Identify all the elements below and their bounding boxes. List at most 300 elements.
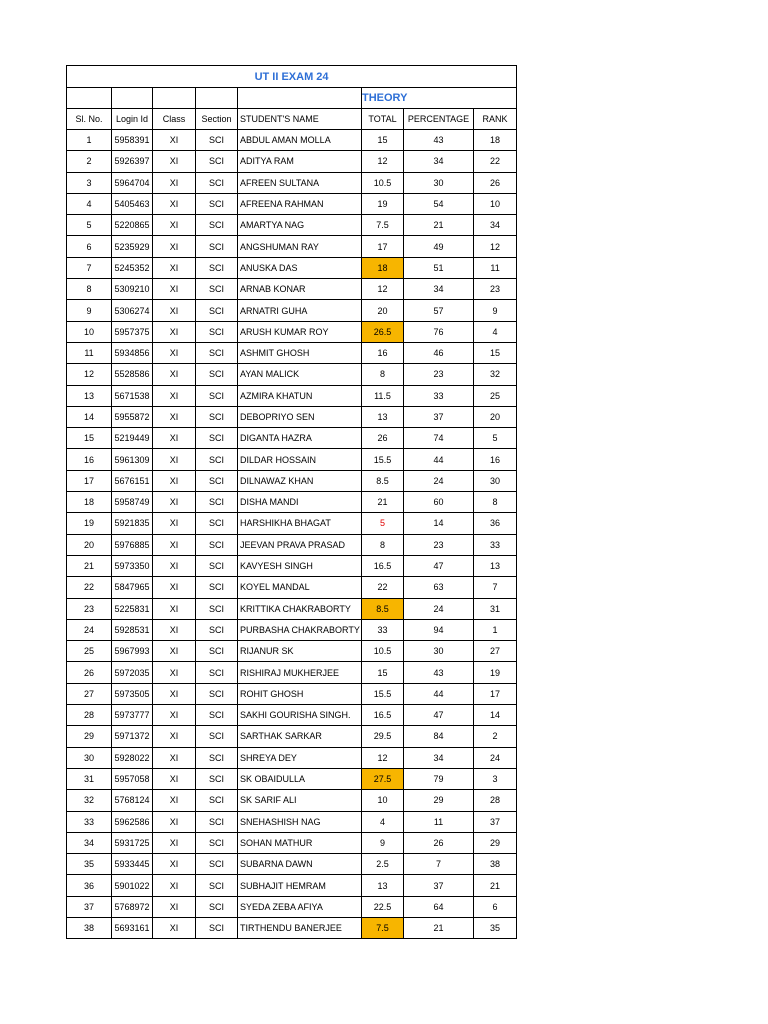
table-row [67,598,517,619]
cell-login-id: 5955872 [112,406,153,427]
cell-section: SCI [196,342,238,363]
cell-sl-no: 5 [67,215,112,236]
cell-student-name: PURBASHA CHAKRABORTY [238,619,362,640]
table-row [67,449,517,470]
cell-login-id: 5958391 [112,130,153,151]
cell-rank: 32 [474,364,517,385]
cell-sl-no: 32 [67,790,112,811]
table-row [67,193,517,214]
cell-percentage: 94 [404,619,474,640]
cell-percentage: 64 [404,896,474,917]
cell-percentage: 34 [404,279,474,300]
table-row [67,257,517,278]
cell-student-name: SAKHI GOURISHA SINGH. [238,705,362,726]
cell-rank: 7 [474,577,517,598]
cell-login-id: 5405463 [112,193,153,214]
cell-login-id: 5306274 [112,300,153,321]
cell-rank: 18 [474,130,517,151]
cell-section: SCI [196,726,238,747]
cell-rank: 29 [474,832,517,853]
cell-class: XI [153,896,196,917]
cell-total: 11.5 [362,385,404,406]
cell-total: 8 [362,364,404,385]
cell-sl-no: 20 [67,534,112,555]
cell-rank: 12 [474,236,517,257]
cell-class: XI [153,683,196,704]
cell-total: 8.5 [362,470,404,491]
cell-section: SCI [196,428,238,449]
table-row [67,130,517,151]
cell-sl-no: 17 [67,470,112,491]
blank-cell [196,88,238,109]
cell-sl-no: 22 [67,577,112,598]
cell-sl-no: 30 [67,747,112,768]
cell-class: XI [153,236,196,257]
cell-section: SCI [196,896,238,917]
cell-percentage: 43 [404,130,474,151]
table-row [67,555,517,576]
cell-percentage: 30 [404,172,474,193]
cell-total: 10.5 [362,641,404,662]
table-row [67,641,517,662]
sheet-title [67,66,517,88]
cell-total: 26 [362,428,404,449]
cell-student-name: RIJANUR SK [238,641,362,662]
cell-percentage: 21 [404,215,474,236]
result-sheet-table [66,65,517,939]
cell-sl-no: 31 [67,768,112,789]
cell-rank: 13 [474,555,517,576]
cell-total: 9 [362,832,404,853]
cell-student-name: KRITTIKA CHAKRABORTY [238,598,362,619]
cell-total: 12 [362,151,404,172]
table-row [67,215,517,236]
cell-student-name: ARNATRI GUHA [238,300,362,321]
table-row [67,385,517,406]
cell-class: XI [153,215,196,236]
exam-title: UT II EXAM 24 [254,70,329,83]
cell-total: 15 [362,130,404,151]
cell-rank: 1 [474,619,517,640]
cell-total: 27.5 [362,768,404,789]
cell-rank: 36 [474,513,517,534]
cell-class: XI [153,619,196,640]
cell-sl-no: 25 [67,641,112,662]
cell-rank: 15 [474,342,517,363]
cell-section: SCI [196,215,238,236]
cell-login-id: 5971372 [112,726,153,747]
cell-percentage: 24 [404,470,474,491]
cell-percentage: 44 [404,449,474,470]
cell-login-id: 5958749 [112,492,153,513]
header-sl-no: Sl. No. [67,109,112,130]
cell-login-id: 5901022 [112,875,153,896]
cell-sl-no: 27 [67,683,112,704]
cell-student-name: SUBARNA DAWN [238,854,362,875]
cell-section: SCI [196,279,238,300]
cell-percentage: 24 [404,598,474,619]
cell-section: SCI [196,364,238,385]
table-row [67,662,517,683]
cell-student-name: SHREYA DEY [238,747,362,768]
cell-sl-no: 3 [67,172,112,193]
cell-student-name: AFREEN SULTANA [238,172,362,193]
cell-sl-no: 35 [67,854,112,875]
cell-sl-no: 9 [67,300,112,321]
cell-percentage: 7 [404,854,474,875]
cell-class: XI [153,832,196,853]
cell-rank: 38 [474,854,517,875]
table-row [67,917,517,938]
cell-rank: 25 [474,385,517,406]
cell-class: XI [153,257,196,278]
cell-percentage: 14 [404,513,474,534]
cell-rank: 4 [474,321,517,342]
blank-cell [238,88,362,109]
table-row [67,832,517,853]
cell-login-id: 5768972 [112,896,153,917]
cell-student-name: ABDUL AMAN MOLLA [238,130,362,151]
cell-percentage: 44 [404,683,474,704]
cell-section: SCI [196,598,238,619]
cell-section: SCI [196,257,238,278]
cell-login-id: 5972035 [112,662,153,683]
cell-student-name: DEBOPRIYO SEN [238,406,362,427]
cell-sl-no: 37 [67,896,112,917]
cell-class: XI [153,811,196,832]
cell-rank: 33 [474,534,517,555]
cell-student-name: SK SARIF ALI [238,790,362,811]
cell-student-name: ADITYA RAM [238,151,362,172]
title-row [67,66,517,88]
table-row [67,768,517,789]
cell-class: XI [153,300,196,321]
cell-total: 22 [362,577,404,598]
cell-total: 16.5 [362,555,404,576]
table-row [67,577,517,598]
cell-class: XI [153,321,196,342]
cell-class: XI [153,513,196,534]
cell-login-id: 5957058 [112,768,153,789]
cell-sl-no: 6 [67,236,112,257]
cell-rank: 23 [474,279,517,300]
cell-total: 12 [362,747,404,768]
cell-section: SCI [196,790,238,811]
cell-class: XI [153,342,196,363]
cell-student-name: AYAN MALICK [238,364,362,385]
cell-rank: 31 [474,598,517,619]
cell-sl-no: 26 [67,662,112,683]
cell-rank: 30 [474,470,517,491]
cell-total: 26.5 [362,321,404,342]
cell-total: 17 [362,236,404,257]
cell-section: SCI [196,619,238,640]
cell-total: 7.5 [362,215,404,236]
cell-percentage: 47 [404,705,474,726]
cell-student-name: AFREENA RAHMAN [238,193,362,214]
cell-rank: 19 [474,662,517,683]
cell-student-name: HARSHIKHA BHAGAT [238,513,362,534]
cell-rank: 37 [474,811,517,832]
cell-login-id: 5973777 [112,705,153,726]
cell-total: 22.5 [362,896,404,917]
cell-sl-no: 38 [67,917,112,938]
cell-section: SCI [196,130,238,151]
cell-percentage: 23 [404,364,474,385]
table-row [67,279,517,300]
cell-percentage: 34 [404,151,474,172]
cell-class: XI [153,279,196,300]
cell-sl-no: 16 [67,449,112,470]
cell-class: XI [153,875,196,896]
cell-student-name: AZMIRA KHATUN [238,385,362,406]
cell-class: XI [153,768,196,789]
header-login-id: Login Id [112,109,153,130]
cell-sl-no: 12 [67,364,112,385]
cell-percentage: 49 [404,236,474,257]
theory-label: THEORY [362,88,517,109]
cell-student-name: ROHIT GHOSH [238,683,362,704]
cell-rank: 2 [474,726,517,747]
cell-student-name: SOHAN MATHUR [238,832,362,853]
table-row [67,428,517,449]
cell-rank: 10 [474,193,517,214]
cell-login-id: 5220865 [112,215,153,236]
cell-rank: 17 [474,683,517,704]
cell-section: SCI [196,854,238,875]
cell-percentage: 21 [404,917,474,938]
cell-login-id: 5933445 [112,854,153,875]
cell-total: 29.5 [362,726,404,747]
cell-login-id: 5934856 [112,342,153,363]
cell-login-id: 5676151 [112,470,153,491]
cell-section: SCI [196,683,238,704]
cell-sl-no: 8 [67,279,112,300]
table-row [67,492,517,513]
cell-percentage: 84 [404,726,474,747]
blank-cell [112,88,153,109]
cell-class: XI [153,385,196,406]
header-row [67,109,517,130]
table-row [67,406,517,427]
cell-percentage: 33 [404,385,474,406]
cell-total: 20 [362,300,404,321]
cell-login-id: 5768124 [112,790,153,811]
cell-section: SCI [196,662,238,683]
table-row [67,854,517,875]
cell-section: SCI [196,236,238,257]
cell-section: SCI [196,577,238,598]
cell-percentage: 76 [404,321,474,342]
cell-class: XI [153,854,196,875]
cell-rank: 27 [474,641,517,662]
cell-sl-no: 2 [67,151,112,172]
table-row [67,513,517,534]
cell-section: SCI [196,747,238,768]
table-row [67,342,517,363]
cell-section: SCI [196,385,238,406]
cell-section: SCI [196,641,238,662]
cell-sl-no: 28 [67,705,112,726]
table-row [67,300,517,321]
cell-total: 16 [362,342,404,363]
cell-sl-no: 18 [67,492,112,513]
cell-percentage: 46 [404,342,474,363]
cell-percentage: 57 [404,300,474,321]
cell-student-name: KOYEL MANDAL [238,577,362,598]
cell-rank: 6 [474,896,517,917]
cell-percentage: 30 [404,641,474,662]
header-percentage: PERCENTAGE [404,109,474,130]
cell-section: SCI [196,470,238,491]
table-row [67,619,517,640]
cell-percentage: 37 [404,406,474,427]
cell-rank: 8 [474,492,517,513]
blank-cell [153,88,196,109]
cell-login-id: 5964704 [112,172,153,193]
cell-section: SCI [196,513,238,534]
table-row [67,811,517,832]
cell-login-id: 5957375 [112,321,153,342]
cell-rank: 9 [474,300,517,321]
cell-class: XI [153,662,196,683]
cell-percentage: 23 [404,534,474,555]
cell-section: SCI [196,406,238,427]
cell-student-name: DIGANTA HAZRA [238,428,362,449]
cell-class: XI [153,790,196,811]
cell-section: SCI [196,172,238,193]
cell-class: XI [153,534,196,555]
cell-sl-no: 13 [67,385,112,406]
cell-class: XI [153,151,196,172]
cell-class: XI [153,470,196,491]
cell-section: SCI [196,193,238,214]
cell-class: XI [153,555,196,576]
cell-class: XI [153,449,196,470]
cell-class: XI [153,172,196,193]
cell-login-id: 5973350 [112,555,153,576]
cell-student-name: ANGSHUMAN RAY [238,236,362,257]
cell-sl-no: 24 [67,619,112,640]
cell-sl-no: 19 [67,513,112,534]
cell-student-name: ANUSKA DAS [238,257,362,278]
cell-sl-no: 33 [67,811,112,832]
cell-rank: 34 [474,215,517,236]
cell-percentage: 29 [404,790,474,811]
cell-student-name: SUBHAJIT HEMRAM [238,875,362,896]
cell-total: 4 [362,811,404,832]
cell-total: 10 [362,790,404,811]
cell-sl-no: 7 [67,257,112,278]
cell-student-name: ARUSH KUMAR ROY [238,321,362,342]
table-row [67,172,517,193]
cell-section: SCI [196,534,238,555]
cell-login-id: 5693161 [112,917,153,938]
cell-student-name: AMARTYA NAG [238,215,362,236]
cell-sl-no: 21 [67,555,112,576]
table-row [67,790,517,811]
cell-sl-no: 15 [67,428,112,449]
cell-rank: 20 [474,406,517,427]
cell-total: 7.5 [362,917,404,938]
table-row [67,683,517,704]
cell-sl-no: 1 [67,130,112,151]
cell-percentage: 54 [404,193,474,214]
header-student-name: STUDENT'S NAME [238,109,362,130]
cell-rank: 11 [474,257,517,278]
table-row [67,236,517,257]
cell-section: SCI [196,555,238,576]
cell-rank: 3 [474,768,517,789]
cell-class: XI [153,726,196,747]
cell-login-id: 5847965 [112,577,153,598]
header-section: Section [196,109,238,130]
cell-login-id: 5973505 [112,683,153,704]
table-row [67,470,517,491]
cell-student-name: DISHA MANDI [238,492,362,513]
cell-login-id: 5967993 [112,641,153,662]
cell-student-name: DILNAWAZ KHAN [238,470,362,491]
cell-sl-no: 23 [67,598,112,619]
cell-section: SCI [196,300,238,321]
cell-student-name: SARTHAK SARKAR [238,726,362,747]
cell-total: 13 [362,875,404,896]
cell-class: XI [153,406,196,427]
table-row [67,321,517,342]
cell-class: XI [153,492,196,513]
cell-login-id: 5219449 [112,428,153,449]
cell-total: 21 [362,492,404,513]
cell-rank: 26 [474,172,517,193]
cell-class: XI [153,428,196,449]
cell-login-id: 5962586 [112,811,153,832]
cell-rank: 35 [474,917,517,938]
cell-percentage: 74 [404,428,474,449]
cell-percentage: 11 [404,811,474,832]
cell-login-id: 5921835 [112,513,153,534]
cell-section: SCI [196,811,238,832]
cell-percentage: 43 [404,662,474,683]
cell-student-name: DILDAR HOSSAIN [238,449,362,470]
cell-total: 5 [362,513,404,534]
table-row [67,364,517,385]
cell-sl-no: 29 [67,726,112,747]
cell-total: 33 [362,619,404,640]
cell-section: SCI [196,492,238,513]
cell-total: 15 [362,662,404,683]
cell-section: SCI [196,917,238,938]
cell-rank: 22 [474,151,517,172]
cell-total: 15.5 [362,683,404,704]
cell-login-id: 5309210 [112,279,153,300]
cell-percentage: 37 [404,875,474,896]
cell-login-id: 5235929 [112,236,153,257]
cell-total: 18 [362,257,404,278]
cell-student-name: RISHIRAJ MUKHERJEE [238,662,362,683]
cell-section: SCI [196,768,238,789]
cell-section: SCI [196,832,238,853]
cell-login-id: 5926397 [112,151,153,172]
cell-total: 15.5 [362,449,404,470]
cell-login-id: 5928022 [112,747,153,768]
cell-student-name: SYEDA ZEBA AFIYA [238,896,362,917]
cell-total: 10.5 [362,172,404,193]
cell-login-id: 5961309 [112,449,153,470]
cell-sl-no: 34 [67,832,112,853]
cell-sl-no: 10 [67,321,112,342]
cell-total: 8.5 [362,598,404,619]
header-total: TOTAL [362,109,404,130]
